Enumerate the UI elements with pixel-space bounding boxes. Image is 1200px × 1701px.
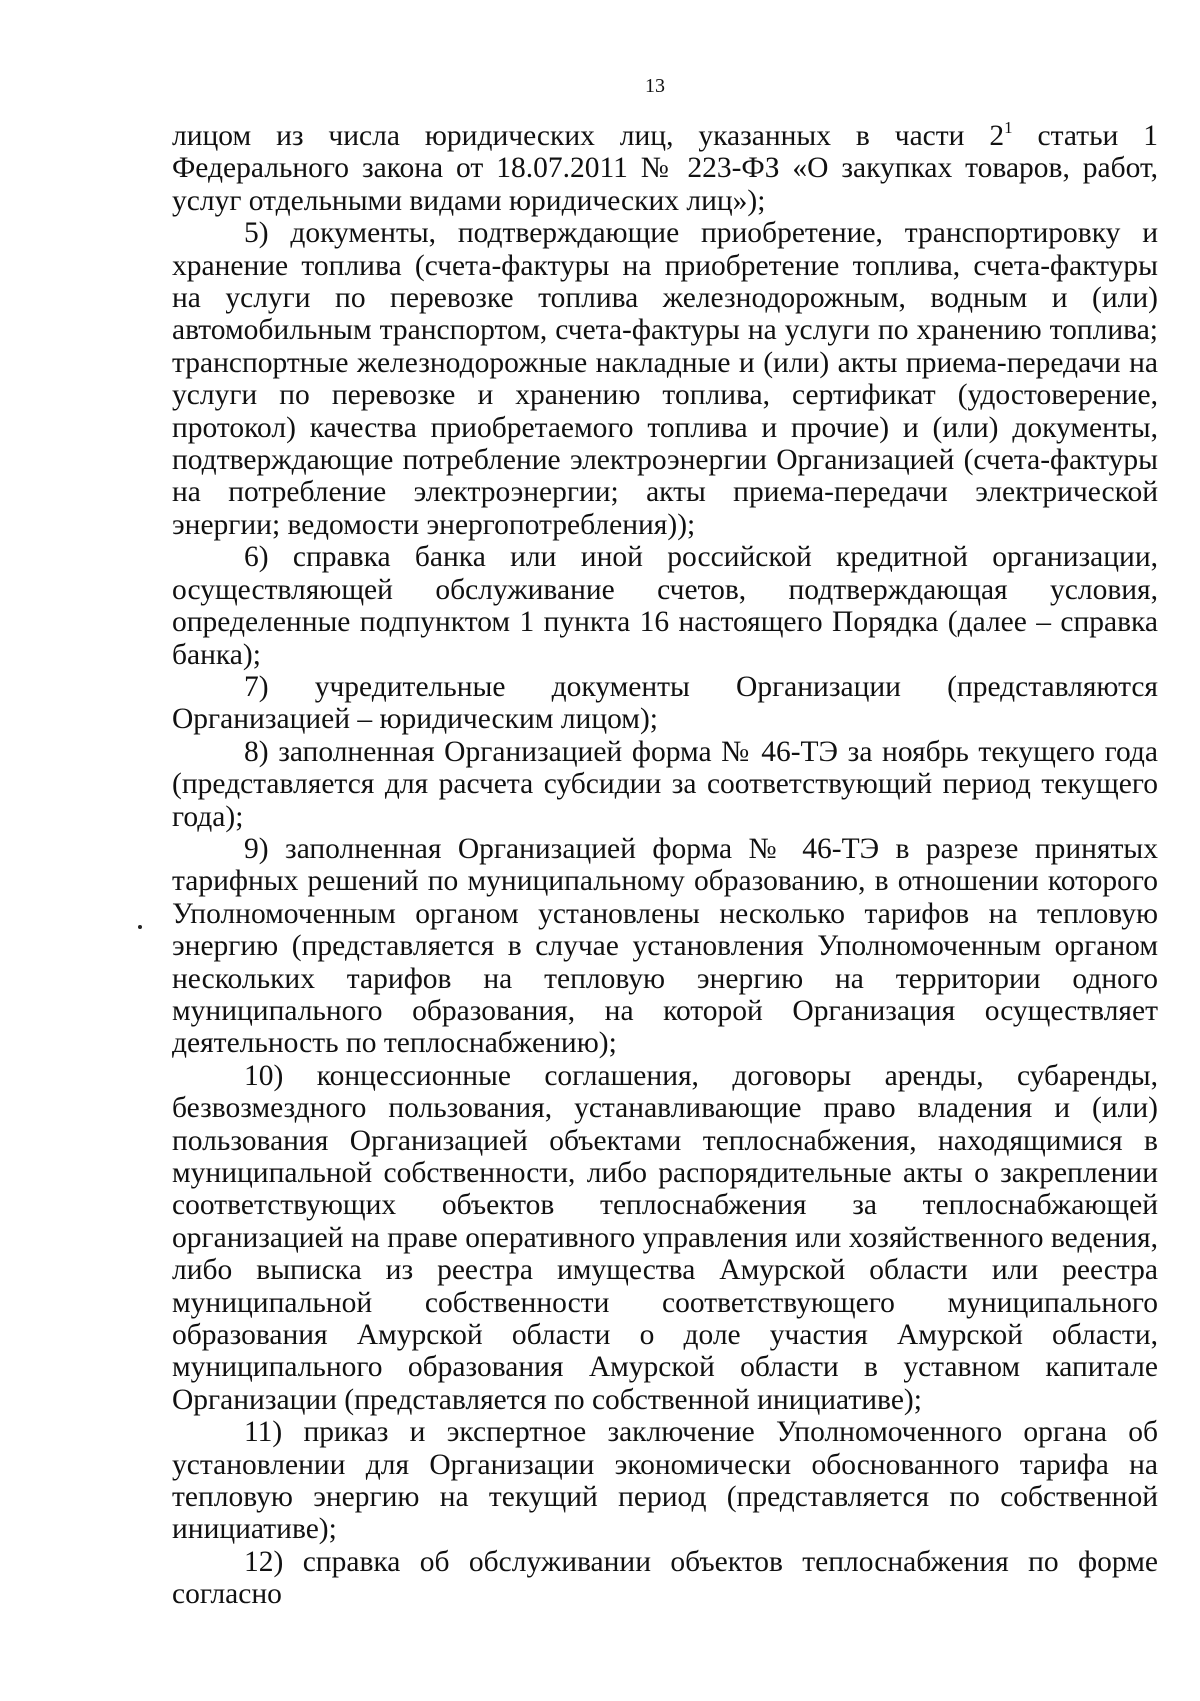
paragraph-item-9: 9) заполненная Организацией форма № 46-ТЭ в разрезе принятых тарифных решений по муниципальному образованию, в отношении которого Уполномоченным органом установлены несколько тарифов на тепловую энергию (представляется в случае установления Уполномоченным органом нескольких тарифов на тепловую энергию на территории одного муниципального образования, на которой Организация осуществляет деятельность по теплоснабжению); xyxy=(172,832,1158,1060)
superscript: 1 xyxy=(1004,118,1013,137)
scan-speck xyxy=(138,925,142,929)
paragraph-text: статьи 1 Федерального закона от 18.07.2011 № 223-ФЗ «О закупках товаров, работ, услуг отдельными видами юридических лиц»); xyxy=(172,120,1158,217)
document-body xyxy=(172,120,1158,1611)
page-number: 13 xyxy=(645,75,665,97)
paragraph-item-6: 6) справка банка или иной российской кредитной организации, осуществляющей обслуживание счетов, подтверждающая условия, определенные подпунктом 1 пункта 16 настоящего Порядка (далее – справка банка); xyxy=(172,541,1158,671)
paragraph-item-12: 12) справка об обслуживании объектов теплоснабжения по форме согласно xyxy=(172,1545,1158,1611)
paragraph-item-7: 7) учредительные документы Организации (представляются Организацией – юридическим лицом); xyxy=(172,670,1158,736)
paragraph-item-11: 11) приказ и экспертное заключение Уполномоченного органа об установлении для Организации экономически обоснованного тарифа на тепловую энергию на текущий период (представляется по собственной инициативе); xyxy=(172,1416,1158,1546)
paragraph-text: лицом из числа юридических лиц, указанных в части 2 xyxy=(172,120,1005,152)
paragraph-item-10: 10) концессионные соглашения, договоры аренды, субаренды, безвозмездного пользования, устанавливающие право владения и (или) пользования Организацией объектами теплоснабжения, находящимися в муниципальной собственности, либо распорядительные акты о закреплении соответствующих объектов теплоснабжения за теплоснабжающей организацией на праве оперативного управления или хозяйственного ведения, либо выписка из реестра имущества Амурской области или реестра муниципальной собственности соответствующего муниципального образования Амурской области о доле участия Амурской области, муниципального образования Амурской области в уставном капитале Организации (представляется по собственной инициативе); xyxy=(172,1059,1158,1416)
paragraph-item-5: 5) документы, подтверждающие приобретение, транспортировку и хранение топлива (счета-фактуры на приобретение топлива, счета-фактуры на услуги по перевозке топлива железнодорожным, водным и (или) автомобильным транспортом, счета-фактуры на услуги по хранению топлива; транспортные железнодорожные накладные и (или) акты приема-передачи на услуги по перевозке и хранению топлива, сертификат (удостоверение, протокол) качества приобретаемого топлива и прочие) и (или) документы, подтверждающие потребление электроэнергии Организацией (счета-фактуры на потребление электроэнергии; акты приема-передачи электрической энергии; ведомости энергопотребления)); xyxy=(172,217,1158,541)
paragraph-continuation xyxy=(172,120,1158,217)
paragraph-item-8: 8) заполненная Организацией форма № 46-ТЭ за ноябрь текущего года (представляется для расчета субсидии за соответствующий период текущего года); xyxy=(172,735,1158,833)
